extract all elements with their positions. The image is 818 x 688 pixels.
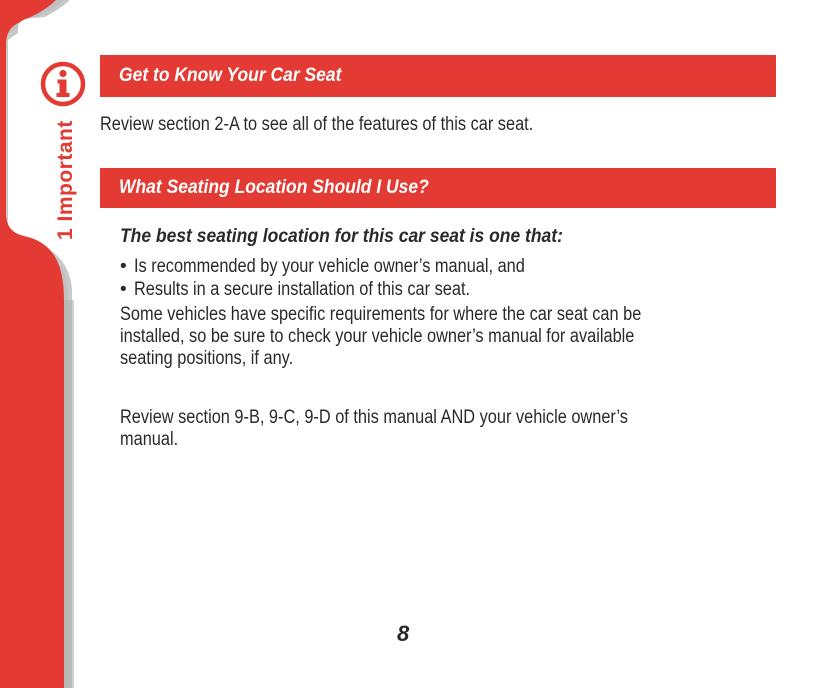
list-item: • Is recommended by your vehicle owner’s manual, and [120, 256, 525, 277]
paragraph-line: seating positions, if any. [120, 348, 294, 369]
intro-line: Review section 2-A to see all of the features of this car seat. [100, 114, 534, 135]
section-heading-seating-location [100, 168, 776, 208]
paragraph-line: manual. [120, 429, 179, 450]
section-heading-text: Get to Know Your Car Seat [119, 65, 342, 86]
section-intro-text [100, 114, 604, 136]
paragraph-line: installed, so be sure to check your vehicle owner’s manual for available [120, 326, 635, 347]
paragraph-line: Some vehicles have specific requirements for where the car seat can be [120, 304, 642, 325]
paragraph-line: Review section 9-B, 9-C, 9-D of this manual AND your vehicle owner’s [120, 407, 628, 428]
vehicle-requirements-paragraph [120, 304, 726, 370]
subheading [120, 226, 601, 248]
page-number: 8 [397, 621, 410, 646]
review-paragraph [120, 407, 711, 451]
side-tab-label: 1 Important [54, 120, 77, 240]
section-heading-get-to-know [100, 55, 776, 97]
list-item: • Results in a secure installation of this car seat. [120, 279, 471, 300]
section-heading-text: What Seating Location Should I Use? [119, 177, 429, 198]
bullet-text: Is recommended by your vehicle owner’s manual, and [134, 256, 525, 277]
bullet-text: Results in a secure installation of this car seat. [134, 279, 471, 300]
subheading-text: The best seating location for this car seat is one that: [120, 226, 563, 247]
bullet-list [120, 255, 588, 301]
side-tab-label-wrapper [54, 100, 82, 240]
